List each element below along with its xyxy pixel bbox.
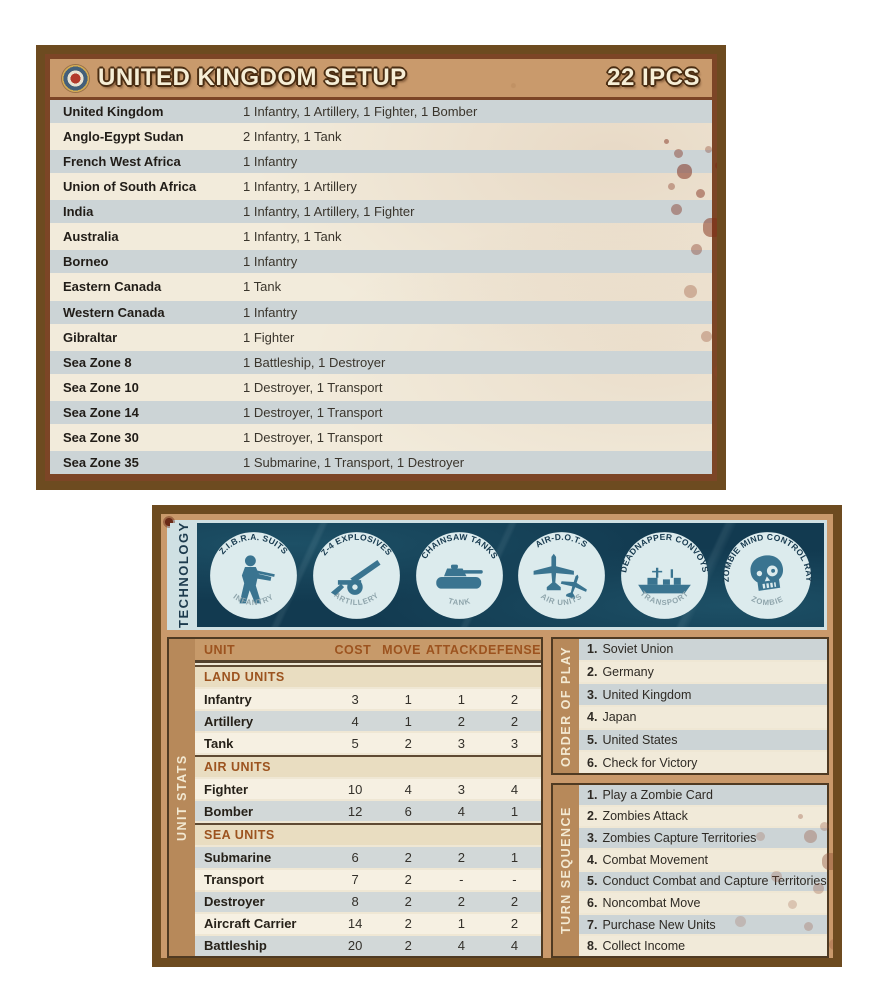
list-item-number: 2. xyxy=(587,665,598,679)
turn-sequence-label: TURN SEQUENCE xyxy=(553,785,579,956)
unit-cost: 12 xyxy=(347,803,363,819)
unit-move: 2 xyxy=(404,894,412,910)
list-item-japan xyxy=(579,707,827,728)
list-item-combat-movement xyxy=(579,850,827,870)
territory-name: Sea Zone 30 xyxy=(63,429,139,445)
stats-row-artillery xyxy=(195,711,541,731)
unit-defense: 2 xyxy=(510,894,519,910)
setup-row-borneo xyxy=(50,250,712,273)
setup-row-union-of-south-africa xyxy=(50,175,712,198)
unit-attack: 1 xyxy=(457,691,465,707)
unit-name: Submarine xyxy=(204,850,272,866)
unit-cost: 8 xyxy=(351,894,359,910)
setup-row-gibraltar xyxy=(50,326,712,349)
unit-attack: 4 xyxy=(457,803,465,819)
stats-header-row xyxy=(195,639,541,663)
territory-units: 1 Tank xyxy=(243,279,282,295)
unit-cost: 3 xyxy=(351,691,359,707)
setup-table xyxy=(50,100,712,474)
list-item-check-for-victory xyxy=(579,752,827,773)
list-item-text: Japan xyxy=(602,710,637,725)
list-item-soviet-union xyxy=(579,639,827,660)
unit-move: 2 xyxy=(404,850,412,866)
territory-name: Sea Zone 10 xyxy=(63,379,139,395)
list-item-conduct-combat-and-capture-territories xyxy=(579,872,827,892)
unit-name: Aircraft Carrier xyxy=(204,916,297,932)
territory-units: 1 Destroyer, 1 Transport xyxy=(243,404,383,420)
setup-row-anglo-egypt-sudan xyxy=(50,125,712,148)
territory-name: Sea Zone 14 xyxy=(63,404,139,420)
unit-cost: 5 xyxy=(351,735,359,751)
stats-row-fighter xyxy=(195,779,541,799)
territory-units: 1 Infantry xyxy=(243,254,298,270)
territory-name: India xyxy=(63,204,94,220)
unit-cost: 6 xyxy=(351,850,359,866)
territory-name: Australia xyxy=(63,229,119,245)
stats-row-submarine xyxy=(195,847,541,867)
unit-stats-box xyxy=(167,637,543,958)
list-item-purchase-new-units xyxy=(579,915,827,935)
list-item-text: Play a Zombie Card xyxy=(602,787,713,802)
list-item-play-a-zombie-card xyxy=(579,785,827,805)
unit-name: Battleship xyxy=(204,938,267,954)
unit-attack: 3 xyxy=(457,781,465,797)
territory-units: 1 Infantry xyxy=(243,154,298,170)
list-item-number: 6. xyxy=(587,755,598,770)
unit-name: Infantry xyxy=(204,691,252,707)
unit-move: 2 xyxy=(404,735,412,751)
unit-move: 2 xyxy=(404,916,412,932)
list-item-collect-income xyxy=(579,936,827,956)
unit-defense: 2 xyxy=(510,691,519,707)
unit-cost: 20 xyxy=(347,938,363,954)
unit-move: 4 xyxy=(404,781,412,797)
list-item-number: 4. xyxy=(587,710,598,725)
setup-title: UNITED KINGDOM SETUP xyxy=(98,64,407,91)
unit-attack: 4 xyxy=(457,938,465,954)
unit-stats-label: UNIT STATS xyxy=(169,639,195,956)
unit-defense: 4 xyxy=(510,938,519,954)
unit-stats-table xyxy=(195,639,541,956)
tech-medallion-zombie-mind-control-ray xyxy=(721,529,814,622)
unit-attack: 2 xyxy=(457,850,465,866)
territory-units: 2 Infantry, 1 Tank xyxy=(243,129,342,145)
stats-row-destroyer xyxy=(195,892,541,912)
setup-row-sea-zone-30 xyxy=(50,426,712,449)
list-item-zombies-capture-territories xyxy=(579,828,827,848)
svg-text:CHAINSAW TANKS: CHAINSAW TANKS xyxy=(418,531,500,561)
territory-name: Union of South Africa xyxy=(63,179,197,195)
list-item-number: 4. xyxy=(587,852,598,867)
unit-defense: 3 xyxy=(510,735,519,751)
unit-defense: 1 xyxy=(510,803,519,819)
unit-defense: 2 xyxy=(510,916,519,932)
territory-units: 1 Submarine, 1 Transport, 1 Destroyer xyxy=(243,454,465,470)
svg-text:Z-4 EXPLOSIVES: Z-4 EXPLOSIVES xyxy=(318,531,394,557)
svg-text:TRANSPORT: TRANSPORT xyxy=(638,588,691,607)
unit-cost: 10 xyxy=(347,781,363,797)
setup-row-sea-zone-14 xyxy=(50,401,712,424)
list-item-text: Zombies Attack xyxy=(602,809,688,824)
list-item-text: United States xyxy=(602,733,678,748)
unit-cost: 14 xyxy=(347,916,363,932)
setup-row-sea-zone-35 xyxy=(50,451,712,474)
unit-name: Artillery xyxy=(204,713,254,729)
setup-row-sea-zone-8 xyxy=(50,351,712,374)
reference-board xyxy=(152,505,842,967)
list-item-zombies-attack xyxy=(579,807,827,827)
technology-label: TECHNOLOGY xyxy=(170,523,197,627)
stats-section-land-units: LAND UNITS xyxy=(195,665,541,687)
setup-row-australia xyxy=(50,225,712,248)
territory-units: 1 Battleship, 1 Destroyer xyxy=(243,354,386,370)
svg-text:DEADNAPPER CONVOYS: DEADNAPPER CONVOYS xyxy=(618,531,711,573)
territory-name: Sea Zone 8 xyxy=(63,354,132,370)
ipcs-value: 22 IPCS xyxy=(607,64,700,91)
order-of-play-box xyxy=(551,637,829,775)
unit-name: Fighter xyxy=(204,781,249,797)
unit-attack: 2 xyxy=(457,713,465,729)
unit-attack: 1 xyxy=(457,916,465,932)
list-item-text: Check for Victory xyxy=(602,755,698,770)
territory-units: 1 Infantry, 1 Tank xyxy=(243,229,342,245)
list-item-text: Combat Movement xyxy=(602,852,709,867)
list-item-number: 1. xyxy=(587,642,598,657)
stats-row-infantry xyxy=(195,689,541,709)
territory-units: 1 Destroyer, 1 Transport xyxy=(243,429,383,445)
unit-name: Destroyer xyxy=(204,894,265,910)
setup-row-french-west-africa xyxy=(50,150,712,173)
tech-medallion-z-4-explosives xyxy=(310,529,403,622)
unit-name: Tank xyxy=(204,735,234,751)
order-of-play-list xyxy=(579,639,827,773)
list-item-number: 8. xyxy=(587,939,598,954)
list-item-number: 2. xyxy=(587,809,598,824)
list-item-text: Collect Income xyxy=(602,939,686,954)
list-item-united-kingdom xyxy=(579,684,827,705)
list-item-text: Soviet Union xyxy=(602,642,674,657)
stats-row-aircraft-carrier xyxy=(195,914,541,934)
unit-name: Transport xyxy=(204,872,264,888)
tech-medallion-z-i-b-r-a-suits xyxy=(207,529,300,622)
territory-name: United Kingdom xyxy=(63,104,164,120)
unit-attack: - xyxy=(459,872,464,888)
stats-row-transport xyxy=(195,870,541,890)
list-item-germany xyxy=(579,662,827,683)
tech-medallion-chainsaw-tanks xyxy=(413,529,506,622)
territory-name: French West Africa xyxy=(63,154,181,170)
stats-row-battleship xyxy=(195,936,541,956)
raf-roundel-icon xyxy=(62,65,89,92)
svg-text:Z.I.B.R.A. SUITS: Z.I.B.R.A. SUITS xyxy=(216,531,290,556)
list-item-united-states xyxy=(579,730,827,751)
uk-setup-card xyxy=(36,45,726,490)
svg-text:ZOMBIE: ZOMBIE xyxy=(750,593,786,607)
tech-medallion-deadnapper-convoys xyxy=(618,529,711,622)
unit-attack: 3 xyxy=(457,735,465,751)
territory-units: 1 Infantry, 1 Artillery, 1 Fighter, 1 Bomber xyxy=(243,104,478,120)
territory-name: Sea Zone 35 xyxy=(63,454,139,470)
list-item-number: 6. xyxy=(587,895,598,910)
svg-text:ZOMBIE MIND CONTROL RAY: ZOMBIE MIND CONTROL RAY xyxy=(721,531,815,582)
list-item-text: Noncombat Move xyxy=(602,895,701,910)
tech-medallion-air-d-o-t-s xyxy=(515,529,608,622)
setup-row-india xyxy=(50,200,712,223)
territory-name: Anglo-Egypt Sudan xyxy=(63,129,184,145)
stats-section-sea-units: SEA UNITS xyxy=(195,823,541,845)
unit-move: 6 xyxy=(404,803,412,819)
stats-column-unit: UNIT xyxy=(204,642,236,657)
territory-name: Eastern Canada xyxy=(63,279,162,295)
unit-defense: 4 xyxy=(510,781,519,797)
svg-text:ARTILLERY: ARTILLERY xyxy=(332,589,381,607)
stats-column-defense: DEFENSE xyxy=(478,642,541,657)
list-item-text: Zombies Capture Territories xyxy=(602,831,757,846)
unit-defense: 2 xyxy=(510,713,519,729)
territory-units: 1 Fighter xyxy=(243,329,295,345)
svg-text:AIR UNITS: AIR UNITS xyxy=(539,591,585,607)
list-item-number: 1. xyxy=(587,787,598,802)
list-item-noncombat-move xyxy=(579,893,827,913)
stats-column-move: MOVE xyxy=(382,642,421,657)
unit-move: 1 xyxy=(404,713,412,729)
stats-column-attack: ATTACK xyxy=(425,642,479,657)
territory-units: 1 Infantry xyxy=(243,304,298,320)
stats-row-tank xyxy=(195,733,541,753)
list-item-number: 3. xyxy=(587,831,598,846)
stats-column-cost: COST xyxy=(334,642,372,657)
list-item-text: Purchase New Units xyxy=(602,917,716,932)
setup-row-sea-zone-10 xyxy=(50,376,712,399)
territory-name: Gibraltar xyxy=(63,329,118,345)
unit-defense: 1 xyxy=(510,850,519,866)
territory-name: Borneo xyxy=(63,254,109,270)
list-item-text: Conduct Combat and Capture Territories xyxy=(602,874,827,889)
unit-move: 1 xyxy=(404,691,412,707)
turn-sequence-box xyxy=(551,783,829,958)
unit-cost: 4 xyxy=(351,713,359,729)
unit-move: 2 xyxy=(404,938,412,954)
list-item-text: United Kingdom xyxy=(602,687,692,702)
list-item-number: 5. xyxy=(587,733,598,748)
list-item-number: 7. xyxy=(587,917,598,932)
setup-header xyxy=(50,59,712,97)
list-item-text: Germany xyxy=(602,665,654,679)
territory-units: 1 Infantry, 1 Artillery xyxy=(243,179,357,195)
territory-units: 1 Infantry, 1 Artillery, 1 Fighter xyxy=(243,204,415,220)
stats-section-air-units: AIR UNITS xyxy=(195,755,541,777)
territory-name: Western Canada xyxy=(63,304,165,320)
setup-row-eastern-canada xyxy=(50,275,712,298)
svg-text:AIR-D.O.T.S: AIR-D.O.T.S xyxy=(533,531,590,549)
stats-row-bomber xyxy=(195,801,541,821)
turn-sequence-list xyxy=(579,785,827,956)
unit-defense: - xyxy=(512,872,517,888)
technology-medallions xyxy=(197,523,824,627)
board-body xyxy=(167,637,827,958)
unit-cost: 7 xyxy=(351,872,359,888)
territory-units: 1 Destroyer, 1 Transport xyxy=(243,379,383,395)
list-item-number: 3. xyxy=(587,687,598,702)
list-item-number: 5. xyxy=(587,874,598,889)
setup-row-united-kingdom xyxy=(50,100,712,123)
unit-name: Bomber xyxy=(204,803,254,819)
technology-band xyxy=(167,520,827,630)
svg-text:INFANTRY: INFANTRY xyxy=(231,591,276,607)
right-column xyxy=(551,637,829,958)
order-of-play-label: ORDER OF PLAY xyxy=(553,639,579,773)
unit-attack: 2 xyxy=(457,894,465,910)
setup-row-western-canada xyxy=(50,301,712,324)
unit-move: 2 xyxy=(404,872,412,888)
svg-text:TANK: TANK xyxy=(446,595,472,607)
